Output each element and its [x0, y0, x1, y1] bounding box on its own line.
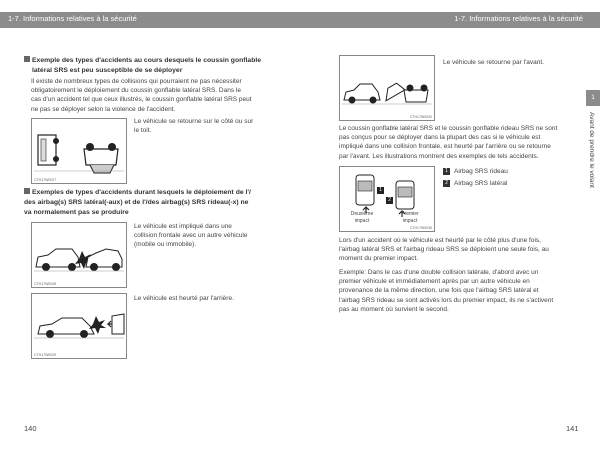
section1-title: Exemple des types d'accidents au cours desquels le coussin gonflable latéral SRS est peu susceptible de se déployer: [24, 56, 286, 76]
label-second-impact: Deuxième impact: [350, 211, 374, 224]
figure-marker-2: 2: [386, 197, 393, 204]
figure-code: CTH17W0029: [34, 353, 57, 357]
figure-code: CTH17W0028: [34, 282, 57, 286]
figure-double-side-impact: [339, 166, 435, 232]
paragraph-1: Le coussin gonflable latéral SRS et le coussin gonflable rideau SRS ne sont pas conçus pour se déployer dans la plupart des cas si le véhicule est impliqué dans une collision frontale, est heurté par l'arrière ou se retourne par l'avant. Les illustrations montrent des exemples de tels accidents.: [339, 125, 558, 160]
page-number-right: 141: [566, 424, 579, 433]
legend-number: 2: [443, 180, 450, 187]
figure-rollover-side: [31, 118, 127, 184]
square-bullet-icon: [24, 56, 30, 62]
figure4-caption: Le véhicule se retourne par l'avant.: [443, 59, 544, 66]
legend-number: 1: [443, 168, 450, 175]
header-bar: [0, 12, 600, 28]
square-bullet-icon: [24, 188, 30, 194]
figure-code: CTH17W0035: [409, 226, 432, 230]
header-left-title: 1-7. Informations relatives à la sécurité: [8, 14, 137, 23]
section2-title: Exemples de types d'accidents durant lesquels le déploiement de l'/ des airbag(s) SRS latéral(-aux) et de l'/des airbag(s) SRS rideau(-x) ne va normalement pas se produire: [24, 189, 251, 216]
figure2-caption: Le véhicule est impliqué dans une collision frontale avec un autre véhicule (mobile ou immobile).: [134, 223, 248, 249]
figure3-caption: Le véhicule est heurté par l'arrière.: [134, 295, 234, 302]
figure-code: CTH17W0032: [409, 115, 432, 119]
section1-body: Il existe de nombreux types de collisions qui pourraient ne pas nécessiter obligatoirement le déploiement du coussin gonflable latéral SRS. Dans le cas d'un accident tel que ceux illustrés, le coussin gonflable latéral SRS peut ne pas se déployer selon la violence de l'accident.: [31, 78, 252, 113]
page-number-left: 140: [24, 424, 37, 433]
paragraph-3: Exemple: Dans le cas d'une double collision latérale, d'abord avec un premier véhicule et immédiatement après par un autre véhicule en provenance de la même direction, une fois que l'airbag SRS latéral et l'airbag SRS rideau se sont activés lors du premier impact, ils ne s'activent pas au moment où survient le second.: [339, 269, 554, 313]
chapter-tab[interactable]: 1: [586, 90, 600, 106]
figure-frontal-collision: [31, 222, 127, 288]
header-right-title: 1-7. Informations relatives à la sécurité: [454, 14, 583, 23]
figure-code: CTH17W0027: [34, 178, 57, 182]
chapter-label: Avant de prendre le volant: [588, 112, 595, 188]
figure-marker-1: 1: [377, 187, 384, 194]
paragraph-2: Lors d'un accident où le véhicule est heurté par le côté plus d'une fois, l'airbag latéral SRS et l'airbag rideau SRS se déploient une seule fois, au moment du premier impact.: [339, 237, 549, 263]
legend-item-1: 1 Airbag SRS rideau: [443, 168, 508, 175]
figure-rear-collision: [31, 293, 127, 359]
label-first-impact: Premier impact: [401, 211, 419, 224]
figure1-caption: Le véhicule se retourne sur le côté ou sur le toit.: [134, 118, 254, 135]
figure-rollover-front: [339, 55, 435, 121]
legend-item-2: 2 Airbag SRS latéral: [443, 180, 507, 187]
